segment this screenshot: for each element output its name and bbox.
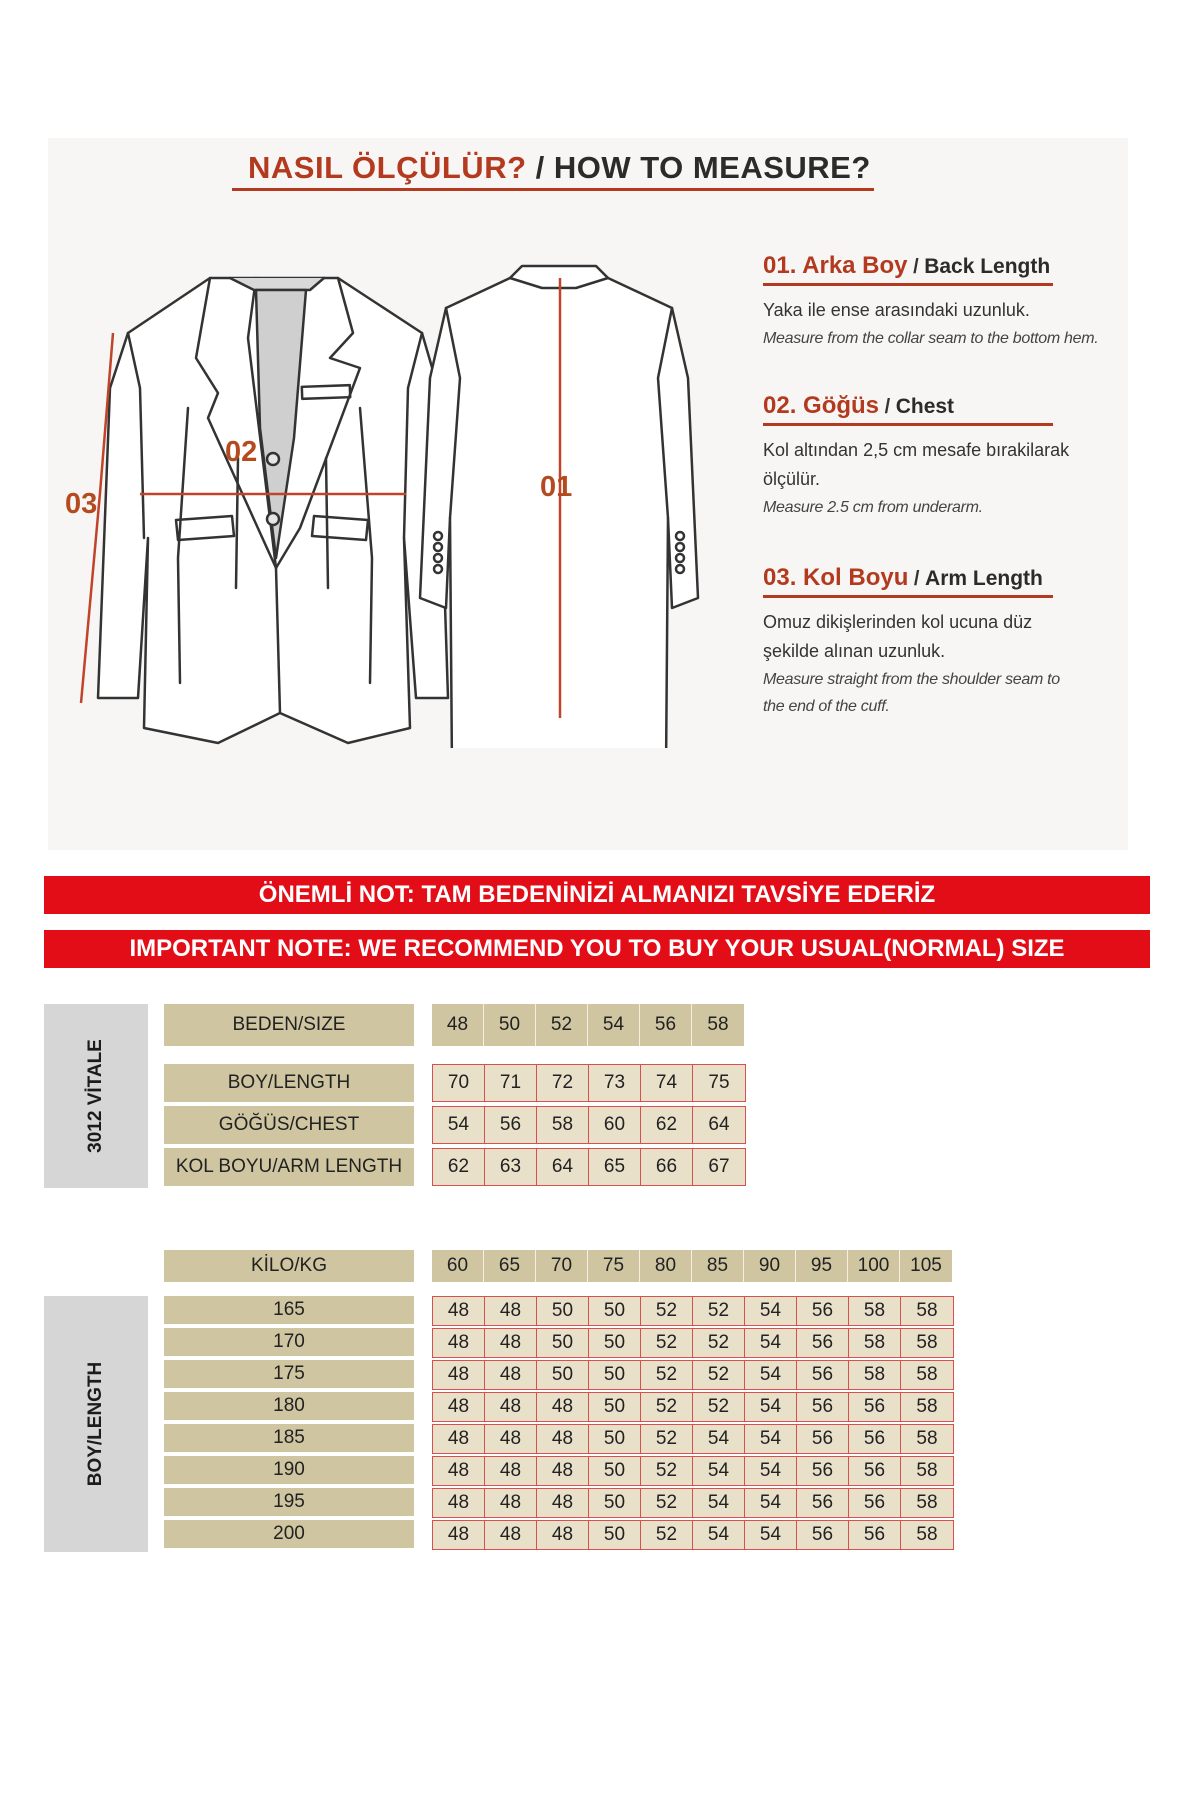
marker-02: 02	[225, 436, 258, 468]
weight-value-cell: 50	[589, 1361, 641, 1389]
size-value-cell: 60	[589, 1107, 641, 1143]
step-2-title-en: Chest	[895, 395, 955, 418]
step-3-desc-en: Measure straight from the shoulder seam to the end of the cuff.	[763, 671, 1060, 715]
size-value-cell: 58	[537, 1107, 589, 1143]
weight-value-cell: 50	[589, 1393, 641, 1421]
weight-row-label: 180	[164, 1392, 414, 1420]
weight-value-cell: 52	[641, 1393, 693, 1421]
step-1-heading	[763, 252, 1143, 280]
size-value-cell: 62	[641, 1107, 693, 1143]
weight-value-cell: 52	[641, 1521, 693, 1549]
back-cuff-btn-3	[434, 554, 442, 562]
weight-value-cell: 54	[693, 1521, 745, 1549]
back-cuff-btn-8	[676, 565, 684, 573]
weight-value-cell: 48	[485, 1425, 537, 1453]
weight-value-cell: 56	[797, 1361, 849, 1389]
step-2-title-tr: 02. Göğüs	[763, 392, 880, 419]
weight-value-cell: 56	[849, 1489, 901, 1517]
weight-table-row	[432, 1520, 954, 1550]
weight-value-cell: 54	[693, 1489, 745, 1517]
step-1-underline	[763, 283, 1053, 286]
weight-value-cell: 52	[693, 1297, 745, 1325]
step-2-heading	[763, 392, 1143, 420]
size-value-cell: 71	[485, 1065, 537, 1101]
weight-value-cell: 54	[745, 1361, 797, 1389]
weight-value-cell: 48	[433, 1489, 485, 1517]
weight-table-axis: BOY/LENGTH	[85, 1361, 106, 1487]
weight-value-cell: 48	[485, 1361, 537, 1389]
weight-value-cell: 50	[589, 1425, 641, 1453]
size-value-cell: 67	[708, 1156, 730, 1177]
size-value-cell: 64	[708, 1114, 730, 1135]
back-cuff-btn-2	[434, 543, 442, 551]
weight-value-cell: 50	[537, 1297, 589, 1325]
weight-value-cell: 50	[589, 1457, 641, 1485]
weight-value-cell: 48	[433, 1425, 485, 1453]
weight-table-row	[432, 1424, 954, 1454]
jacket-illustration	[48, 138, 748, 748]
weight-header-row	[432, 1250, 952, 1282]
weight-table-side-label	[44, 1296, 148, 1552]
weight-value-cell: 56	[849, 1521, 901, 1549]
weight-value-cell: 54	[745, 1425, 797, 1453]
weight-value-cell: 58	[916, 1332, 938, 1353]
weight-value-cell: 50	[589, 1489, 641, 1517]
weight-value-cell: 58	[849, 1329, 901, 1357]
weight-value-cell: 52	[641, 1297, 693, 1325]
step-2-desc-tr: Kol altından 2,5 cm mesafe bırakilarak ölçülür.	[763, 440, 1070, 489]
size-header-label: BEDEN/SIZE	[164, 1004, 414, 1046]
weight-header-cell: 60	[432, 1250, 484, 1282]
back-cuff-btn-6	[676, 543, 684, 551]
size-table-row	[432, 1106, 746, 1144]
size-table-model: 3012 VİTALE	[85, 1039, 106, 1153]
weight-value-cell: 48	[485, 1521, 537, 1549]
weight-value-cell: 58	[916, 1364, 938, 1385]
size-header-cell: 50	[484, 1004, 536, 1046]
weight-value-cell: 52	[693, 1329, 745, 1357]
weight-value-cell: 58	[916, 1428, 938, 1449]
size-header-cell: 54	[588, 1004, 640, 1046]
weight-value-cell: 56	[797, 1393, 849, 1421]
step-3-title-en: Arm Length	[925, 567, 1043, 590]
weight-value-cell: 56	[797, 1489, 849, 1517]
size-value-cell: 62	[433, 1149, 485, 1185]
step-1-title-en: Back Length	[924, 255, 1051, 278]
weight-table-row	[432, 1392, 954, 1422]
step-3-sep: /	[908, 568, 926, 590]
weight-value-cell: 48	[537, 1521, 589, 1549]
step-2-underline	[763, 423, 1053, 426]
row-label-arm-length: KOL BOYU/ARM LENGTH	[164, 1148, 414, 1186]
weight-value-cell: 58	[916, 1396, 938, 1417]
weight-value-cell: 48	[433, 1297, 485, 1325]
weight-value-cell: 58	[916, 1524, 938, 1545]
weight-value-cell: 50	[537, 1329, 589, 1357]
weight-value-cell: 54	[745, 1521, 797, 1549]
front-button-bottom	[267, 513, 279, 525]
weight-value-cell: 54	[693, 1425, 745, 1453]
size-table-row	[432, 1148, 746, 1186]
size-value-cell: 64	[537, 1149, 589, 1185]
weight-value-cell: 54	[745, 1329, 797, 1357]
weight-value-cell: 48	[485, 1297, 537, 1325]
step-3-heading	[763, 564, 1143, 592]
size-value-cell: 66	[641, 1149, 693, 1185]
weight-value-cell: 58	[849, 1361, 901, 1389]
size-header-cell: 56	[640, 1004, 692, 1046]
size-value-cell: 56	[485, 1107, 537, 1143]
weight-value-cell: 48	[433, 1457, 485, 1485]
weight-header-cell: 100	[848, 1250, 900, 1282]
weight-header-cell: 70	[536, 1250, 588, 1282]
size-value-cell: 70	[433, 1065, 485, 1101]
weight-value-cell: 52	[693, 1393, 745, 1421]
weight-value-cell: 56	[797, 1457, 849, 1485]
size-value-cell: 74	[641, 1065, 693, 1101]
size-header-row	[432, 1004, 744, 1046]
back-cuff-btn-5	[676, 532, 684, 540]
weight-value-cell: 52	[641, 1361, 693, 1389]
weight-value-cell: 48	[537, 1425, 589, 1453]
weight-row-label: 165	[164, 1296, 414, 1324]
important-note-tr: ÖNEMLİ NOT: TAM BEDENİNİZİ ALMANIZI TAVSİYE EDERİZ	[44, 876, 1150, 914]
back-cuff-btn-1	[434, 532, 442, 540]
weight-value-cell: 50	[589, 1521, 641, 1549]
front-button-top	[267, 453, 279, 465]
weight-value-cell: 48	[485, 1393, 537, 1421]
weight-value-cell: 56	[849, 1393, 901, 1421]
size-value-cell: 54	[433, 1107, 485, 1143]
size-value-cell: 72	[537, 1065, 589, 1101]
back-cuff-btn-4	[434, 565, 442, 573]
weight-value-cell: 48	[485, 1489, 537, 1517]
back-cuff-btn-7	[676, 554, 684, 562]
row-label-length: BOY/LENGTH	[164, 1064, 414, 1102]
weight-value-cell: 50	[589, 1297, 641, 1325]
weight-value-cell: 54	[693, 1457, 745, 1485]
step-back-length	[763, 252, 1143, 352]
weight-value-cell: 56	[797, 1329, 849, 1357]
size-header-cell: 58	[692, 1004, 744, 1046]
weight-value-cell: 48	[433, 1329, 485, 1357]
size-header-cell: 52	[536, 1004, 588, 1046]
weight-value-cell: 50	[589, 1329, 641, 1357]
weight-value-cell: 58	[916, 1300, 938, 1321]
weight-value-cell: 48	[433, 1361, 485, 1389]
weight-table-row	[432, 1328, 954, 1358]
weight-value-cell: 48	[433, 1393, 485, 1421]
weight-value-cell: 56	[797, 1521, 849, 1549]
weight-header-cell: 75	[588, 1250, 640, 1282]
weight-value-cell: 52	[641, 1425, 693, 1453]
weight-row-label: 175	[164, 1360, 414, 1388]
weight-value-cell: 48	[433, 1521, 485, 1549]
weight-value-cell: 48	[537, 1393, 589, 1421]
weight-value-cell: 48	[485, 1329, 537, 1357]
weight-value-cell: 56	[797, 1297, 849, 1325]
size-value-cell: 63	[485, 1149, 537, 1185]
weight-value-cell: 58	[916, 1492, 938, 1513]
weight-value-cell: 54	[745, 1297, 797, 1325]
weight-row-label: 170	[164, 1328, 414, 1356]
weight-header-cell: 95	[796, 1250, 848, 1282]
size-value-cell: 65	[589, 1149, 641, 1185]
step-3-desc-tr: Omuz dikişlerinden kol ucuna düz şekilde alınan uzunluk.	[763, 612, 1033, 661]
size-table-side-label	[44, 1004, 148, 1188]
weight-value-cell: 52	[641, 1329, 693, 1357]
step-1-title-tr: 01. Arka Boy	[763, 252, 908, 279]
important-note-en: IMPORTANT NOTE: WE RECOMMEND YOU TO BUY YOUR USUAL(NORMAL) SIZE	[44, 930, 1150, 968]
weight-value-cell: 56	[849, 1457, 901, 1485]
weight-header-cell: 85	[692, 1250, 744, 1282]
weight-table-row	[432, 1360, 954, 1390]
size-table-row	[432, 1064, 746, 1102]
step-chest	[763, 392, 1143, 521]
weight-row-label: 195	[164, 1488, 414, 1516]
step-2-sep: /	[879, 396, 896, 418]
weight-value-cell: 54	[745, 1457, 797, 1485]
weight-header-cell: 65	[484, 1250, 536, 1282]
weight-value-cell: 48	[537, 1457, 589, 1485]
step-3-underline	[763, 595, 1053, 598]
size-value-cell: 75	[708, 1072, 730, 1093]
weight-value-cell: 50	[537, 1361, 589, 1389]
weight-header-cell: 80	[640, 1250, 692, 1282]
step-1-sep: /	[907, 256, 925, 278]
weight-header-label: KİLO/KG	[164, 1250, 414, 1282]
weight-row-label: 200	[164, 1520, 414, 1548]
marker-01: 01	[540, 471, 573, 503]
weight-value-cell: 58	[916, 1460, 938, 1481]
weight-row-label: 190	[164, 1456, 414, 1484]
title-sep: /	[526, 150, 554, 185]
weight-header-cell: 90	[744, 1250, 796, 1282]
title-en: HOW TO MEASURE?	[553, 150, 871, 185]
step-1-desc-en: Measure from the collar seam to the bottom hem.	[763, 330, 1099, 347]
weight-value-cell: 48	[485, 1457, 537, 1485]
step-2-desc-en: Measure 2.5 cm from underarm.	[763, 499, 983, 516]
title-tr: NASIL ÖLÇÜLÜR?	[248, 150, 527, 185]
row-label-chest: GÖĞÜS/CHEST	[164, 1106, 414, 1144]
weight-table-row	[432, 1296, 954, 1326]
weight-value-cell: 56	[797, 1425, 849, 1453]
weight-value-cell: 58	[849, 1297, 901, 1325]
size-value-cell: 73	[589, 1065, 641, 1101]
weight-value-cell: 54	[745, 1489, 797, 1517]
weight-value-cell: 52	[641, 1457, 693, 1485]
step-arm-length	[763, 564, 1143, 720]
weight-value-cell: 56	[849, 1425, 901, 1453]
weight-value-cell: 52	[641, 1489, 693, 1517]
marker-03: 03	[65, 488, 98, 520]
step-1-desc-tr: Yaka ile ense arasındaki uzunluk.	[763, 300, 1030, 320]
weight-row-label: 185	[164, 1424, 414, 1452]
weight-value-cell: 52	[693, 1361, 745, 1389]
step-3-title-tr: 03. Kol Boyu	[763, 564, 909, 591]
size-header-cell: 48	[432, 1004, 484, 1046]
weight-header-cell: 105	[900, 1250, 952, 1282]
weight-value-cell: 48	[537, 1489, 589, 1517]
weight-table-row	[432, 1488, 954, 1518]
weight-table-row	[432, 1456, 954, 1486]
weight-value-cell: 54	[745, 1393, 797, 1421]
